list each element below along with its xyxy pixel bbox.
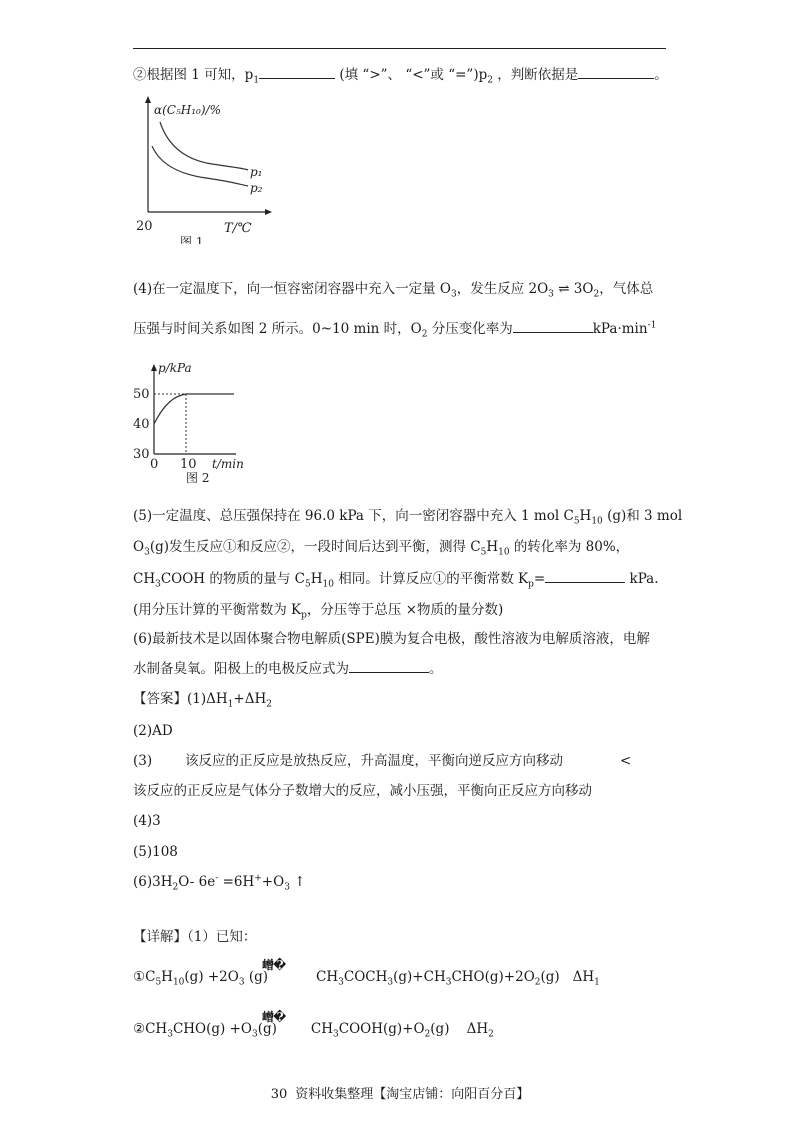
figure-2-xlabel: t/min (212, 457, 244, 471)
question-5-line4: (用分压计算的平衡常数为 $K_p$，分压等于总压 ×物质的量分数) (133, 602, 504, 621)
x-origin-label: 20 (136, 219, 153, 234)
curve-p1 (160, 122, 248, 170)
y-tick-30: 30 (133, 447, 150, 462)
answer-3-lt: < (620, 753, 632, 769)
figure-1 (130, 94, 280, 248)
reaction-condition: 嶒� (262, 1010, 286, 1024)
answer-blank[interactable] (513, 320, 593, 333)
curve-p2 (152, 146, 248, 186)
figure-2 (130, 360, 260, 494)
figure-1-ylabel: α(C₅H₁₀)/% (154, 103, 221, 117)
answer-4: (4)3 (133, 813, 161, 829)
page-footer (0, 1083, 800, 1102)
pressure-curve (154, 394, 234, 424)
answer-3-line1: (3) (133, 753, 153, 769)
reaction-condition: 嶒� (262, 958, 286, 972)
question-3-2: ②根据图 1 可知，$p_1$ (填 “>”、 “<”或 “$=”)p_2$ ，判断依据是 。 (133, 67, 668, 86)
figure-1-caption: 图 1 (180, 235, 204, 244)
y-tick-50: 50 (133, 387, 150, 402)
question-6-line2: 水制备臭氧。阳极上的电极反应式为 。 (133, 661, 443, 677)
answer-3-text2: 该反应的正反应是气体分子数增大的反应，减小压强，平衡向正反应方向移动 (133, 783, 592, 799)
question-6-line1: (6)最新技术是以固体聚合物电解质(SPE)膜为复合电极，酸性溶液为电解质溶液，电解 (133, 631, 650, 647)
page-number: 30 (270, 1087, 288, 1102)
answer-blank[interactable] (349, 660, 429, 673)
x-tick-10: 10 (180, 457, 197, 472)
answer-3-text1: 该反应的正反应是放热反应，升高温度，平衡向逆反应方向移动 (185, 753, 563, 769)
question-5-line1: (5)一定温度、总压强保持在 96.0 kPa 下，向一密闭容器中充入 1 mol $C_5H_{10}$ (g)和 3 mol (133, 508, 683, 527)
reaction-2: $②CH_3CHO(g) +O_3(g)$ $CH_3COOH(g)+O_2(g)$ $\Delta H_2$ (133, 1021, 494, 1040)
x-tick-0: 0 (150, 457, 159, 472)
label-p1: p₁ (250, 165, 263, 179)
footer-text: 资料收集整理【淘宝店铺：向阳百分百】 (295, 1087, 530, 1102)
question-4-line1: (4)在一定温度下，向一恒容密闭容器中充入一定量 $O_3$，发生反应 $2O_3$ ⇌ $3O_2$，气体总 (133, 281, 654, 300)
reaction-1: $①C_5H_{10}(g) +2O_3$ (g) $CH_3COCH_3(g)+CH_3CHO(g)+2O_2(g)$ $\Delta H_1$ (133, 969, 600, 988)
figure-1-xlabel: T/℃ (224, 221, 252, 236)
question-4-line2: 压强与时间关系如图 2 所示。0~10 min 时，$O_2$ 分压变化率为 $kPa\cdot\min^{-1}$ (133, 320, 657, 340)
answer-6: $(6)3H_2O-$ $6e^- =6H^++O_3$ ↑ (133, 873, 306, 893)
answer-blank[interactable] (259, 66, 335, 79)
question-5-line2: $O_3(g)$发生反应①和反应②，一段时间后达到平衡，测得 $C_5H_{10}$ 的转化率为 80%， (133, 539, 630, 558)
answer-blank[interactable] (545, 570, 625, 583)
detail-label: 【详解】（1）已知： (133, 929, 257, 945)
answer-2: (2)AD (133, 723, 173, 739)
label-p2: p₂ (250, 181, 263, 195)
figure-2-ylabel: p/kPa (158, 361, 192, 375)
answer-1: 【答案】$(1)\Delta H_1+\Delta H_2$ (133, 691, 272, 710)
answer-blank[interactable] (578, 66, 654, 79)
header-rule (133, 48, 666, 49)
figure-2-caption: 图 2 (186, 471, 210, 485)
question-5-line3: $CH_3COOH$ 的物质的量与 $C_5H_{10}$ 相同。计算反应①的平衡常数 $K_p=$ kPa. (133, 571, 659, 590)
y-tick-40: 40 (133, 417, 150, 432)
answer-5: (5)108 (133, 844, 178, 860)
